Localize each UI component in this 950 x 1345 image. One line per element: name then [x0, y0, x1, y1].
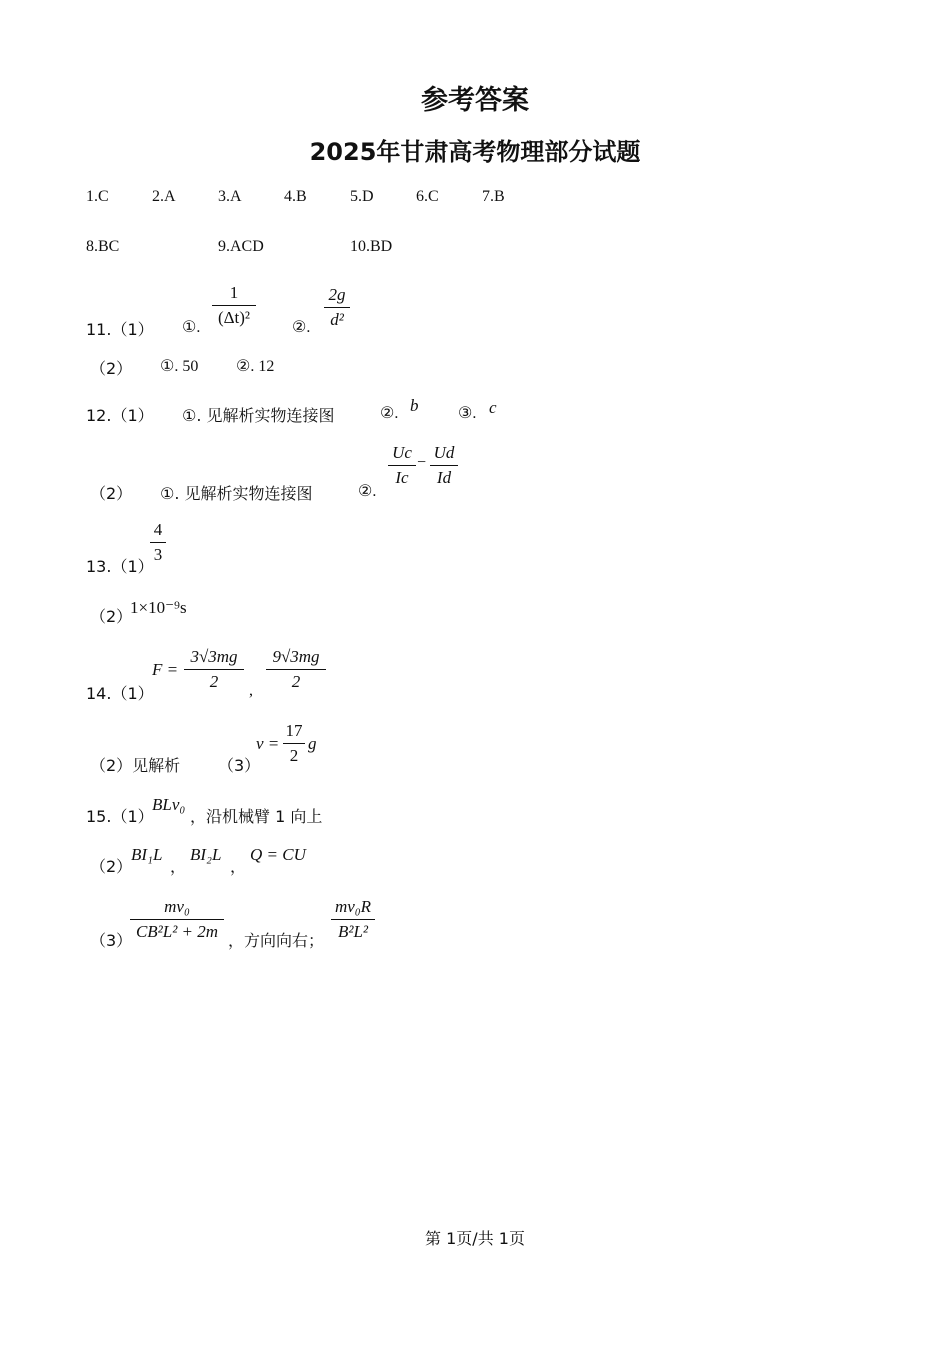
q13-part2-value: 1×10⁻⁹s: [130, 598, 187, 617]
fraction-bar: [150, 542, 166, 543]
answer-7: 7.B: [482, 188, 505, 205]
q11-part1-item2-marker: ②.: [292, 319, 311, 336]
q12-part1-item3-marker: ③.: [458, 405, 477, 422]
q14-part1-label: 14.（1）: [86, 684, 154, 703]
answer-9: 9.ACD: [218, 238, 264, 255]
answer-6: 6.C: [416, 188, 439, 205]
q15-part2-label: （2）: [90, 857, 133, 876]
answer-2: 2.A: [152, 188, 176, 205]
fraction-bar: [266, 669, 326, 670]
page-title: 参考答案: [421, 85, 529, 116]
fraction-denominator: 2: [209, 672, 219, 691]
fraction-bar: [430, 465, 458, 466]
minus-sign: −: [417, 454, 427, 471]
q11-part1-label: 11.（1）: [86, 320, 154, 339]
q12-part2-fraction-c: [388, 442, 416, 489]
q12-part2-item1: ①. 见解析实物连接图: [160, 484, 313, 503]
q15-part2-separator2: ，: [230, 859, 247, 876]
q14-part3-label: （3）: [218, 756, 261, 775]
fraction-bar: [212, 305, 256, 306]
q11-part2-label: （2）: [90, 359, 133, 378]
fraction-numerator: Ud: [433, 443, 455, 462]
q15-part2-value3: Q = CU: [250, 845, 306, 864]
fraction-denominator: 2: [289, 746, 299, 765]
fraction-numerator: 3√3mg: [190, 647, 238, 666]
fraction-numerator: 2g: [328, 285, 346, 304]
q13-part1-fraction: [150, 519, 166, 566]
q15-part1-value: BLv₀: [152, 795, 186, 814]
q14-part1-separator: ,: [249, 682, 253, 699]
q13-part2-label: （2）: [90, 607, 133, 626]
q15-part3-text: ，方向向右；: [228, 931, 325, 950]
q12-part1-label: 12.（1）: [86, 406, 154, 425]
fraction-denominator: (Δt)²: [217, 308, 251, 327]
fraction-bar: [324, 307, 350, 308]
q15-part1-text: ，沿机械臂 1 向上: [190, 807, 323, 826]
answer-10: 10.BD: [350, 238, 393, 255]
answer-8: 8.BC: [86, 238, 120, 255]
fraction-numerator: mv₀: [164, 897, 190, 916]
q12-part2-item2-marker: ②.: [358, 483, 377, 500]
q13-part1-label: 13.（1）: [86, 557, 154, 576]
fraction-bar: [331, 919, 375, 920]
q14-part3-lhs: v =: [256, 734, 280, 753]
q15-part2-separator1: ，: [170, 859, 187, 876]
page-footer: 第 1页/共 1页: [425, 1229, 525, 1248]
fraction-denominator: d²: [330, 310, 344, 329]
fraction-denominator: Ic: [395, 468, 409, 487]
q12-part2-label: （2）: [90, 484, 133, 503]
q15-part2-value2: BI₂L: [190, 845, 222, 864]
q11-part1-item1-fraction: [212, 282, 256, 329]
fraction-numerator: 17: [285, 721, 303, 740]
fraction-denominator: CB²L² + 2m: [135, 922, 219, 941]
q15-part3-fraction1: [130, 896, 224, 943]
fraction-bar: [130, 919, 224, 920]
q12-part1-item1: ①. 见解析实物连接图: [182, 406, 335, 425]
q11-part2-item2: ②. 12: [236, 358, 275, 375]
answer-4: 4.B: [284, 188, 307, 205]
q15-part3-fraction2: [331, 896, 375, 943]
fraction-numerator: Uc: [392, 443, 412, 462]
fraction-denominator: 2: [291, 672, 301, 691]
q15-part3-label: （3）: [90, 931, 133, 950]
q14-part3-fraction: [283, 720, 305, 767]
q14-part1-lhs: F =: [152, 660, 179, 679]
q12-part1-item3-value: c: [489, 398, 497, 417]
fraction-denominator: Id: [436, 468, 452, 487]
q15-part1-label: 15.（1）: [86, 807, 154, 826]
fraction-bar: [184, 669, 244, 670]
q14-part1-fraction2: [266, 646, 326, 693]
fraction-bar: [388, 465, 416, 466]
fraction-denominator: 3: [153, 545, 163, 564]
fraction-numerator: 1: [229, 283, 239, 302]
q14-part3-rhs: g: [308, 734, 317, 753]
q14-part1-fraction1: [184, 646, 244, 693]
page-subtitle: 2025年甘肃高考物理部分试题: [309, 138, 641, 166]
fraction-numerator: 4: [153, 520, 163, 539]
q15-part2-value1: BI₁L: [131, 845, 163, 864]
fraction-denominator: B²L²: [337, 922, 369, 941]
fraction-bar: [283, 743, 305, 744]
answer-3: 3.A: [218, 188, 242, 205]
q11-part1-item1-marker: ①.: [182, 319, 201, 336]
q12-part1-item2-value: b: [410, 396, 419, 415]
q14-part2: （2）见解析: [90, 756, 181, 775]
fraction-numerator: mv₀R: [334, 897, 372, 916]
answer-1: 1.C: [86, 188, 109, 205]
q11-part1-item2-fraction: [324, 284, 350, 331]
fraction-numerator: 9√3mg: [272, 647, 320, 666]
q11-part2-item1: ①. 50: [160, 358, 199, 375]
answer-5: 5.D: [350, 188, 374, 205]
q12-part1-item2-marker: ②.: [380, 405, 399, 422]
q12-part2-fraction-d: [430, 442, 458, 489]
